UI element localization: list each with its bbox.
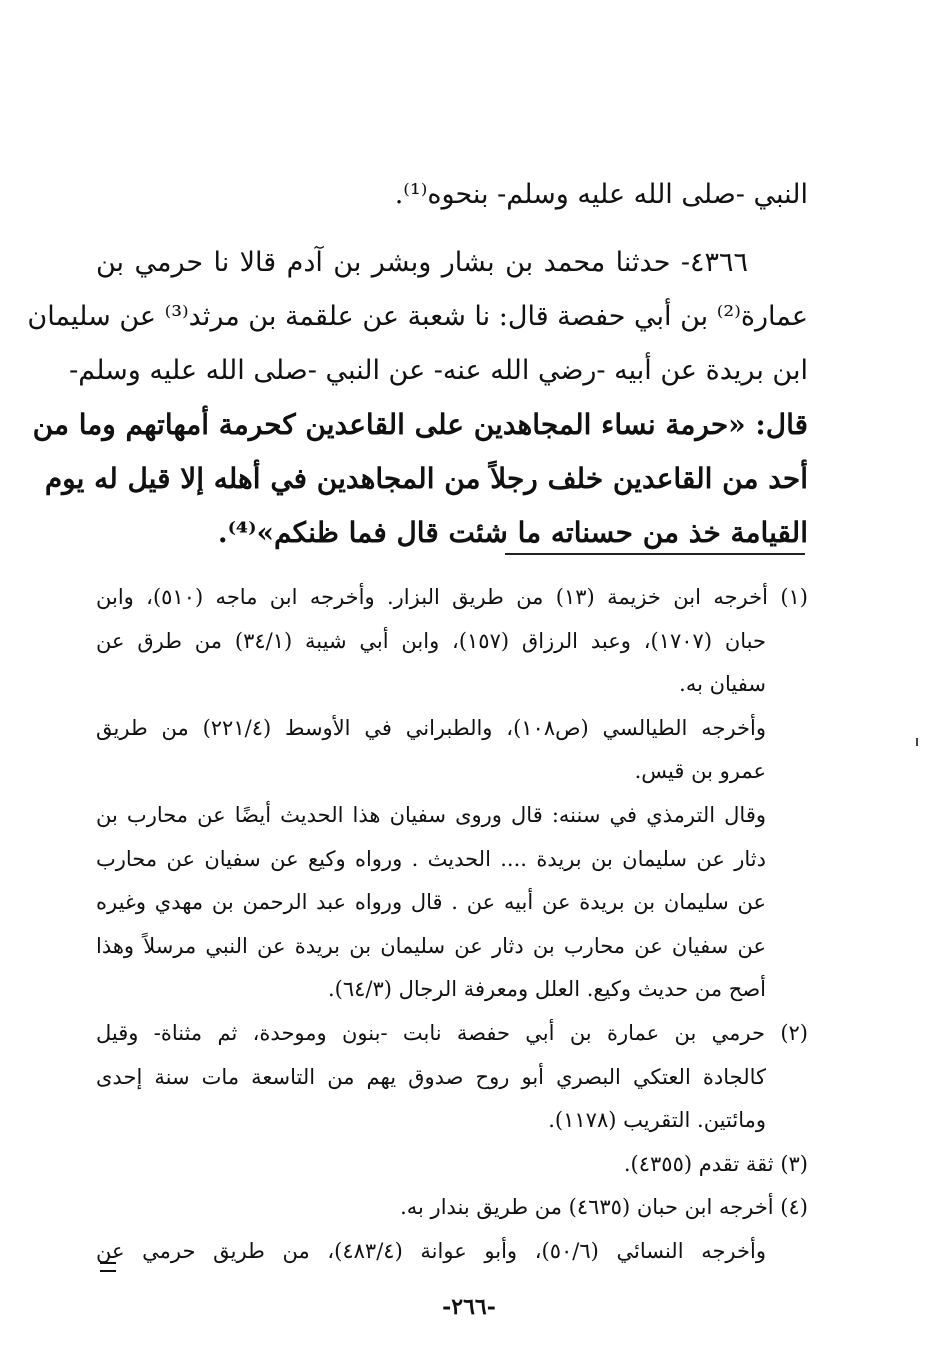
footnote-line: ومائتين. التقريب (١١٧٨). [548, 1108, 766, 1133]
continuation-mark [100, 1262, 116, 1272]
footnote-line: (٢) حرمي بن عمارة بن أبي حفصة نابت -بنون وموحدة، ثم مثناة- وقيل [96, 1020, 808, 1045]
footnote-line: وقال الترمذي في سننه: قال وروى سفيان هذا الحديث أيضًا عن محارب بن [96, 802, 766, 827]
footnote-line: (٣) ثقة تقدم (٤٣٥٥). [623, 1151, 808, 1176]
footnote-line: (٤) أخرجه ابن حبان (٤٦٣٥) من طريق بندار به. [400, 1195, 808, 1220]
scan-speck [916, 738, 918, 746]
hadith-text-line: قال: «حرمة نساء المجاهدين على القاعدين كحرمة أمهاتهم وما من [32, 408, 808, 441]
hadith-number-line: ٤٣٦٦- حدثنا محمد بن بشار وبشر بن آدم قالا نا حرمي بن [96, 247, 748, 278]
footnote-line: كالجادة العتكي البصري أبو روح صدوق يهم من التاسعة مات سنة إحدى [96, 1064, 766, 1089]
footnote-line: عن سليمان بن بريدة عن أبيه عن . قال ورواه عبد الرحمن بن مهدي وغيره [96, 890, 766, 915]
main-line: عمارة⁽²⁾ بن أبي حفصة قال: نا شعبة عن علقمة بن مرثد⁽³⁾ عن سليمان [27, 301, 808, 332]
footnote-line: عمرو بن قيس. [634, 759, 766, 784]
footnote-line: عن سفيان عن محارب بن دثار عن سليمان بن بريدة عن النبي مرسلاً وهذا [96, 933, 766, 958]
footnote-line: أصح من حديث وكيع. العلل ومعرفة الرجال (٦٤/٣). [327, 977, 766, 1002]
main-line: ابن بريدة عن أبيه -رضي الله عنه- عن النبي -صلى الله عليه وسلم- [69, 355, 808, 386]
footnotes [96, 576, 808, 1274]
footnote-line: دثار عن سليمان بن بريدة .... الحديث . ورواه وكيع عن سفيان عن محارب [96, 846, 766, 871]
footnote-line: حبان (١٧٠٧)، وعبد الرزاق (١٥٧)، وابن أبي شيبة (٣٤/١) من طرق عن [96, 628, 766, 653]
hadith-text-line: أحد من القاعدين خلف رجلاً من المجاهدين في أهله إلا قيل له يوم [44, 462, 808, 495]
main-line: النبي -صلى الله عليه وسلم- بنحوه⁽¹⁾. [394, 179, 808, 210]
footnote-separator [505, 553, 805, 555]
footnote-line: وأخرجه النسائي (٥٠/٦)، وأبو عوانة (٤٨٣/٤)، من طريق حرمي عن [96, 1238, 766, 1263]
page-number: -٢٦٦- [442, 1294, 496, 1320]
hadith-text-line: القيامة خذ من حسناته ما شئت قال فما ظنكم»⁽⁴⁾. [217, 516, 808, 549]
footnote-line: وأخرجه الطيالسي (ص١٠٨)، والطبراني في الأوسط (٢٢١/٤) من طريق [96, 715, 766, 740]
footnote-line: (١) أخرجه ابن خزيمة (١٣) من طريق البزار. وأخرجه ابن ماجه (٥١٠)، وابن [96, 585, 808, 609]
footnote-line: سفيان به. [679, 672, 766, 697]
main-text [27, 168, 808, 560]
